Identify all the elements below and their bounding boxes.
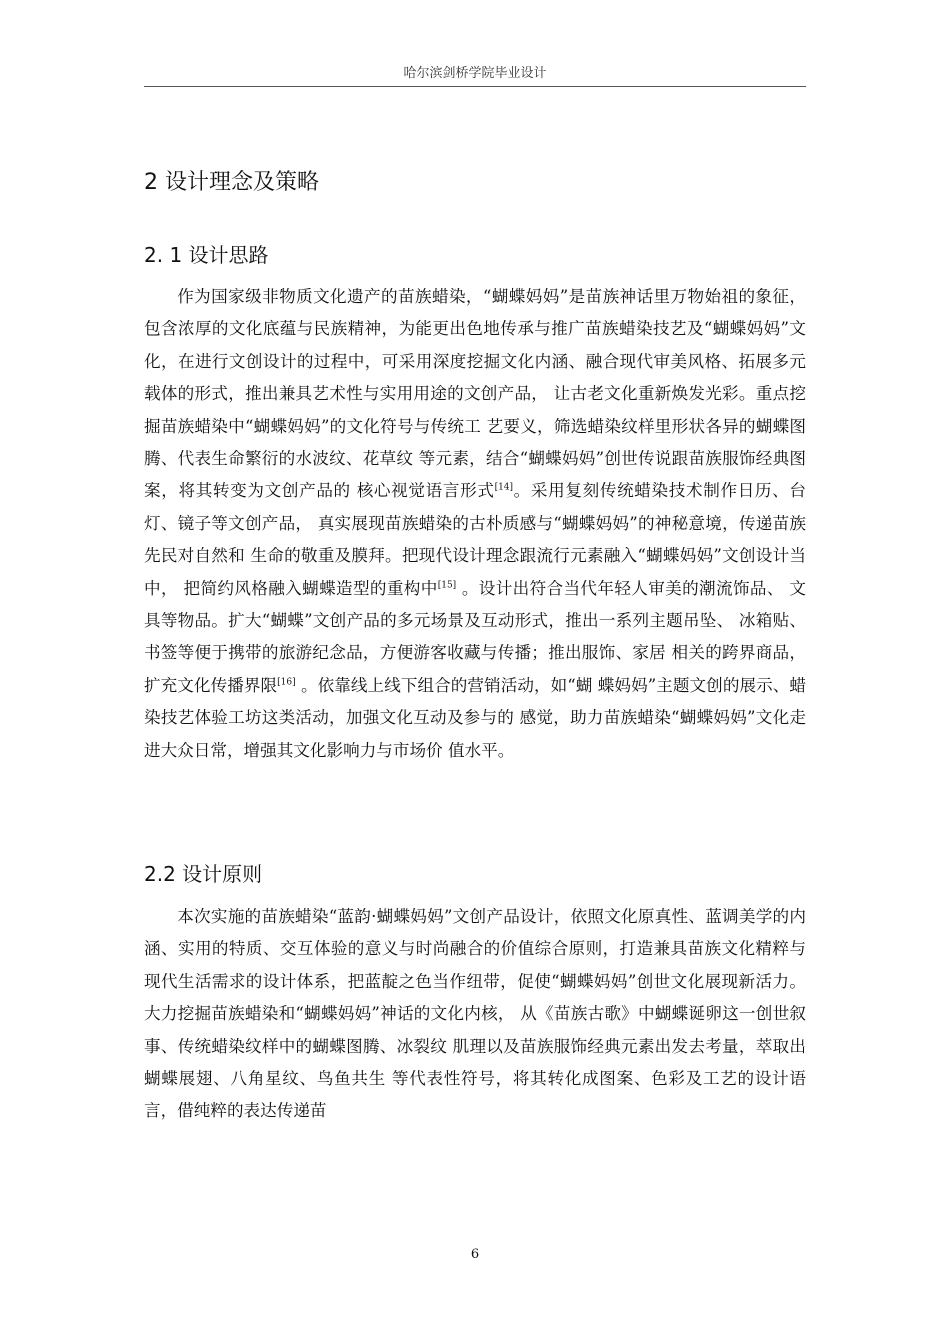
section-title-design-principles: 2.2 设计原则 (144, 862, 263, 886)
design-idea-paragraph (144, 281, 806, 767)
paragraph-text: 。采用复刻传统蜡染技术制作日历、台灯、镜子等文创产品， 真实展现苗族蜡染的古朴质感与“蝴蝶妈妈”的神秘意境，传递苗族先民对自然和 生命的敬重及膜拜。把现代设计理念跟流行元素融入“蝴蝶妈妈”文创设计当中， 把简约风格融入蝴蝶造型的重构中 (144, 481, 806, 598)
paragraph-text: 。设计出符合当代年轻人审美的潮流饰品、 文具等物品。扩大“蝴蝶”文创产品的多元场景及互动形式，推出一系列主题吊坠、 冰箱贴、书签等便于携带的旅游纪念品，方便游客收藏与传播；推出服饰、家居 相关的跨界商品，扩充文化传播界限 (144, 578, 806, 695)
header-divider (144, 86, 806, 87)
design-principles-paragraph: 本次实施的苗族蜡染“蓝韵·蝴蝶妈妈”文创产品设计，依照文化原真性、蓝调美学的内涵、实用的特质、交互体验的意义与时尚融合的价值综合原则，打造兼具苗族文化精粹与现代生活需求的设计体系，把蓝靛之色当作纽带，促使“蝴蝶妈妈”创世文化展现新活力。大力挖掘苗族蜡染和“蝴蝶妈妈”神话的文化内核， 从《苗族古歌》中蝴蝶诞卵这一创世叙事、传统蜡染纹样中的蝴蝶图腾、冰裂纹 肌理以及苗族服饰经典元素出发去考量，萃取出蝴蝶展翅、八角星纹、鸟鱼共生 等代表性符号，将其转化成图案、色彩及工艺的设计语言，借纯粹的表达传递苗 (144, 907, 806, 1121)
running-header: 哈尔滨剑桥学院毕业设计 (403, 66, 547, 81)
page-number: 6 (470, 1247, 480, 1262)
citation-ref: [15] (437, 580, 457, 591)
section-title-design-idea: 2. 1 设计思路 (144, 243, 269, 267)
citation-ref: [16] (277, 677, 296, 688)
paragraph-text: 作为国家级非物质文化遗产的苗族蜡染，“蝴蝶妈妈”是苗族神话里万物始祖的象征，包含浓厚的文化底蕴与民族精神，为能更出色地传承与推广苗族蜡染技艺及“蝴蝶妈妈”文化，在进行文创设计的过程中，可采用深度挖掘文化内涵、融合现代审美风格、拓展多元载体的形式，推出兼具艺术性与实用用途的文创产品， 让古老文化重新焕发光彩。重点挖掘苗族蜡染中“蝴蝶妈妈”的文化符号与传统工 艺要义，筛选蜡染纹样里形状各异的蝴蝶图腾、代表生命繁衍的水波纹、花草纹 等元素，结合“蝴蝶妈妈”创世传说跟苗族服饰经典图案，将其转变为文创产品的 核心视觉语言形式 (144, 287, 806, 501)
chapter-title: 2 设计理念及策略 (144, 170, 319, 195)
citation-ref: [14] (494, 482, 514, 493)
paragraph-text: 。依靠线上线下组合的营销活动，如“蝴 蝶妈妈”主题文创的展示、蜡染技艺体验工坊这类活动，加强文化互动及参与的 感觉，助力苗族蜡染“蝴蝶妈妈”文化走进大众日常，增强其文化影响力与市场价 值水平。 (144, 675, 806, 760)
